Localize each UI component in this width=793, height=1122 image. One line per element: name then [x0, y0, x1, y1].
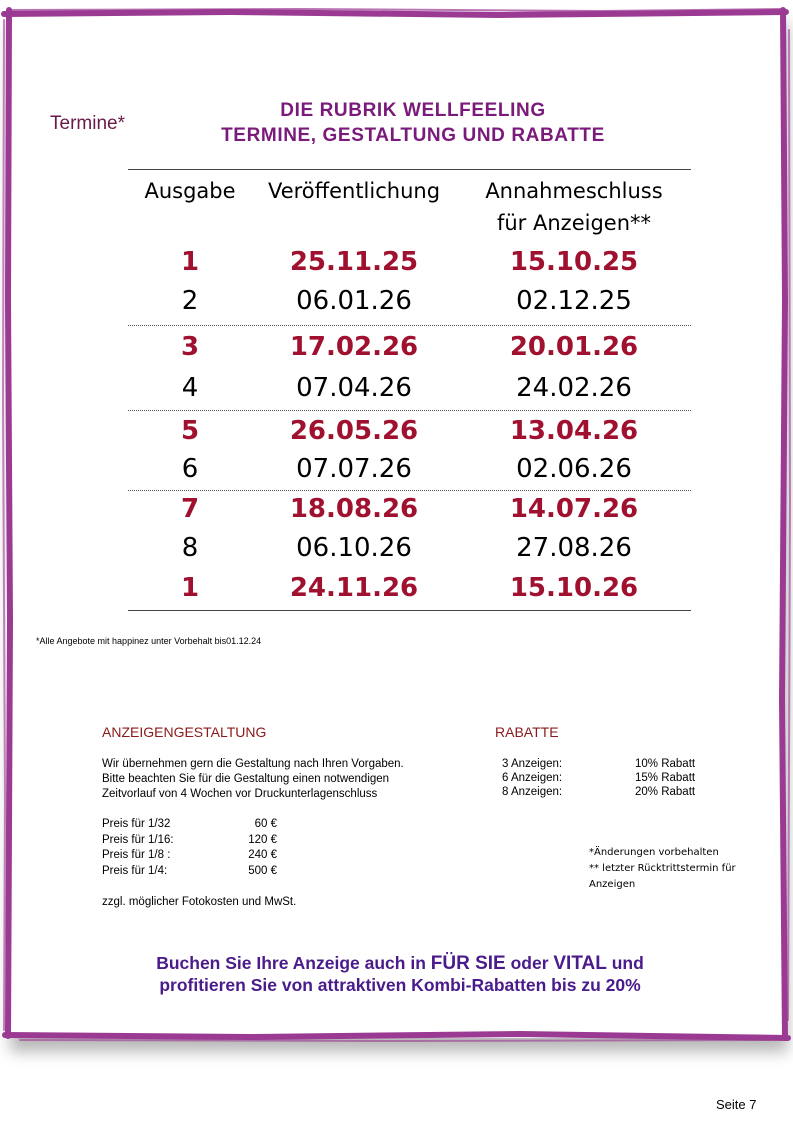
row-separator	[128, 325, 691, 326]
veroeffentlichung-cell: 17.02.26	[289, 332, 419, 362]
col-header-veroeffentlichung: Veröffentlichung	[267, 179, 441, 203]
page-number: Seite 7	[716, 1097, 757, 1112]
row-separator	[128, 410, 691, 411]
table-row	[0, 373, 793, 413]
notes-line: Anzeigen	[589, 879, 636, 890]
annahmeschluss-cell: 27.08.26	[516, 533, 632, 563]
veroeffentlichung-cell: 26.05.26	[289, 416, 419, 446]
gestaltung-extra: zzgl. möglicher Fotokosten und MwSt.	[102, 896, 297, 908]
table-row	[0, 533, 793, 573]
ausgabe-cell: 4	[181, 373, 199, 403]
notes	[589, 845, 769, 893]
veroeffentlichung-cell: 24.11.26	[289, 573, 419, 603]
row-separator	[128, 490, 691, 491]
ausgabe-cell: 1	[180, 247, 200, 277]
veroeffentlichung-cell: 07.07.26	[296, 454, 412, 484]
table-bottom-rule	[128, 610, 691, 611]
gestaltung-text-line: Zeitvorlauf von 4 Wochen vor Druckunterlagenschluss	[102, 788, 378, 800]
table-row	[0, 332, 793, 372]
notes-line: ** letzter Rücktrittstermin für	[589, 863, 736, 874]
table-row	[0, 494, 793, 534]
ausgabe-cell: 1	[180, 573, 200, 603]
ausgabe-cell: 7	[180, 494, 200, 524]
termine-label: Termine*	[50, 113, 125, 134]
veroeffentlichung-cell: 07.04.26	[296, 373, 412, 403]
table-row	[0, 416, 793, 456]
table-row	[0, 286, 793, 326]
brand-fuer-sie: FÜR SIE	[430, 953, 506, 974]
annahmeschluss-cell: 02.06.26	[516, 454, 632, 484]
table-top-rule	[128, 169, 691, 170]
annahmeschluss-cell: 20.01.26	[509, 332, 639, 362]
notes-line: *Änderungen vorbehalten	[589, 847, 719, 858]
promo-line2: profitieren Sie von attraktiven Kombi-Rabatten bis zu 20%	[159, 975, 641, 995]
promo-line1: Buchen Sie Ihre Anzeige auch in FÜR SIE oder VITAL und	[156, 953, 644, 974]
ausgabe-cell: 3	[180, 332, 200, 362]
page-title-line1: DIE RUBRIK WELLFEELING	[280, 100, 546, 121]
page-title-line2: TERMINE, GESTALTUNG UND RABATTE	[221, 125, 605, 146]
annahmeschluss-cell: 24.02.26	[516, 373, 632, 403]
veroeffentlichung-cell: 25.11.25	[289, 247, 419, 277]
brand-vital: VITAL	[553, 953, 607, 974]
gestaltung-text	[102, 757, 482, 802]
veroeffentlichung-cell: 06.01.26	[296, 286, 412, 316]
table-row	[0, 247, 793, 287]
ausgabe-cell: 8	[181, 533, 199, 563]
col-header-ausgabe: Ausgabe	[144, 179, 236, 203]
annahmeschluss-cell: 15.10.26	[509, 573, 639, 603]
annahmeschluss-cell: 14.07.26	[509, 494, 639, 524]
table-row	[0, 454, 793, 494]
footnote: *Alle Angebote mit happinez unter Vorbehalt bis01.12.24	[36, 636, 262, 646]
gestaltung-title: ANZEIGENGESTALTUNG	[102, 724, 267, 740]
annahmeschluss-cell: 15.10.25	[509, 247, 639, 277]
annahmeschluss-cell: 13.04.26	[509, 416, 639, 446]
veroeffentlichung-cell: 06.10.26	[296, 533, 412, 563]
col-header-annahmeschluss-sub: für Anzeigen**	[496, 211, 652, 235]
col-header-annahmeschluss: Annahmeschluss	[485, 179, 663, 203]
ausgabe-cell: 5	[180, 416, 200, 446]
annahmeschluss-cell: 02.12.25	[516, 286, 632, 316]
gestaltung-text-line: Wir übernehmen gern die Gestaltung nach Ihren Vorgaben.	[102, 758, 404, 770]
table-row	[0, 573, 793, 613]
gestaltung-text-line: Bitte beachten Sie für die Gestaltung einen notwendigen	[102, 773, 390, 785]
ausgabe-cell: 6	[181, 454, 199, 484]
ausgabe-cell: 2	[181, 286, 199, 316]
veroeffentlichung-cell: 18.08.26	[289, 494, 419, 524]
rabatte-title: RABATTE	[495, 724, 559, 740]
